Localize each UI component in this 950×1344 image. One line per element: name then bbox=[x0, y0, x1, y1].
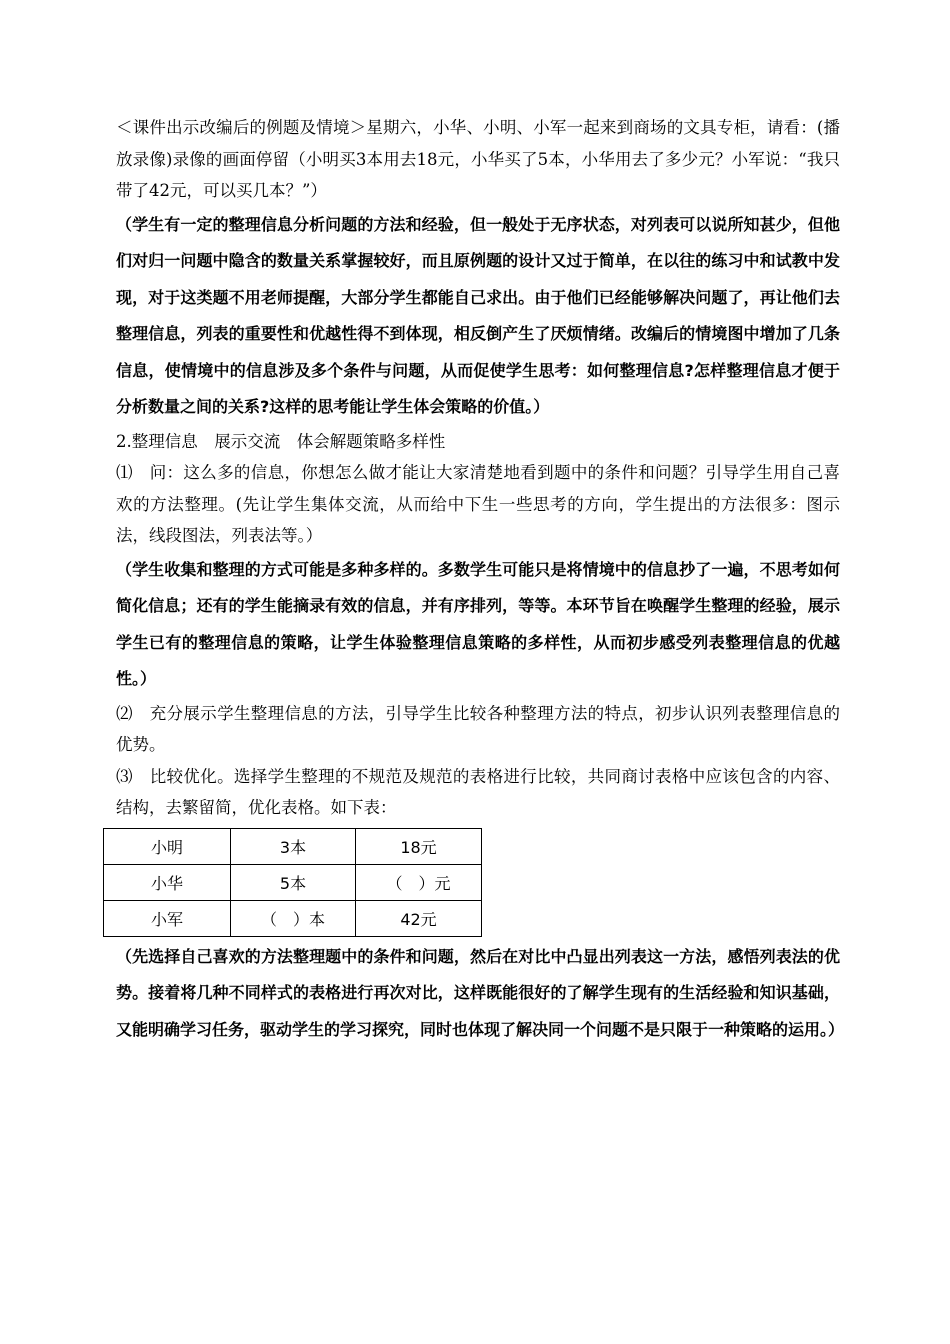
table-cell-price: 42元 bbox=[356, 900, 482, 936]
table-cell-name: 小华 bbox=[104, 864, 231, 900]
table-row bbox=[104, 828, 482, 864]
table-cell-price: 18元 bbox=[356, 828, 482, 864]
step-2-paragraph: ⑵ 充分展示学生整理信息的方法，引导学生比较各种整理方法的特点，初步认识列表整理信息的优势。 bbox=[116, 703, 840, 754]
section-heading: 2.整理信息 展示交流 体会解题策略多样性 bbox=[116, 431, 446, 451]
document-page bbox=[116, 112, 845, 1048]
table-cell-price: （ ）元 bbox=[356, 864, 482, 900]
step-3-paragraph: ⑶ 比较优化。选择学生整理的不规范及规范的表格进行比较，共同商讨表格中应该包含的内容、结构，去繁留简，优化表格。如下表： bbox=[116, 766, 840, 817]
table-cell-quantity: 5本 bbox=[231, 864, 356, 900]
table-cell-quantity: （ ）本 bbox=[231, 900, 356, 936]
intro-paragraph: ＜课件出示改编后的例题及情境＞星期六，小华、小明、小军一起来到商场的文具专柜，请看：(播放录像)录像的画面停留（小明买3本用去18元，小华买了5本，小华用去了多少元？小军说：“我只带了42元，可以买几本？”） bbox=[116, 118, 840, 200]
table-row bbox=[104, 900, 482, 936]
table-cell-quantity: 3本 bbox=[231, 828, 356, 864]
teaching-note-2: （学生收集和整理的方式可能是多种多样的。多数学生可能只是将情境中的信息抄了一遍，不思考如何简化信息；还有的学生能摘录有效的信息，并有序排列，等等。本环节旨在唤醒学生整理的经验，展示学生已有的整理信息的策略，让学生体验整理信息策略的多样性，从而初步感受列表整理信息的优越性。） bbox=[116, 559, 840, 688]
step-1-paragraph: ⑴ 问：这么多的信息，你想怎么做才能让大家清楚地看到题中的条件和问题？引导学生用自己喜欢的方法整理。(先让学生集体交流，从而给中下生一些思考的方向，学生提出的方法很多：图示法，线段图法，列表法等。） bbox=[116, 463, 840, 545]
teaching-note-3: （先选择自己喜欢的方法整理题中的条件和问题，然后在对比中凸显出列表这一方法，感悟列表法的优势。接着将几种不同样式的表格进行再次对比，这样既能很好的了解学生现有的生活经验和知识基础，又能明确学习任务，驱动学生的学习探究，同时也体现了解决同一个问题不是只限于一种策略的运用。） bbox=[116, 946, 845, 1039]
teaching-note-1: （学生有一定的整理信息分析问题的方法和经验，但一般处于无序状态，对列表可以说所知甚少，但他们对归一问题中隐含的数量关系掌握较好，而且原例题的设计又过于简单，在以往的练习中和试教中发现，对于这类题不用老师提醒，大部分学生都能自己求出。由于他们已经能够解决问题了，再让他们去整理信息，列表的重要性和优越性得不到体现，相反倒产生了厌烦情绪。改编后的情境图中增加了几条信息，使情境中的信息涉及多个条件与问题，从而促使学生思考：如何整理信息?怎样整理信息才便于分析数量之间的关系?这样的思考能让学生体会策略的价值。） bbox=[116, 214, 840, 416]
table-row bbox=[104, 864, 482, 900]
table-cell-name: 小明 bbox=[104, 828, 231, 864]
table-cell-name: 小军 bbox=[104, 900, 231, 936]
info-table bbox=[103, 828, 482, 937]
